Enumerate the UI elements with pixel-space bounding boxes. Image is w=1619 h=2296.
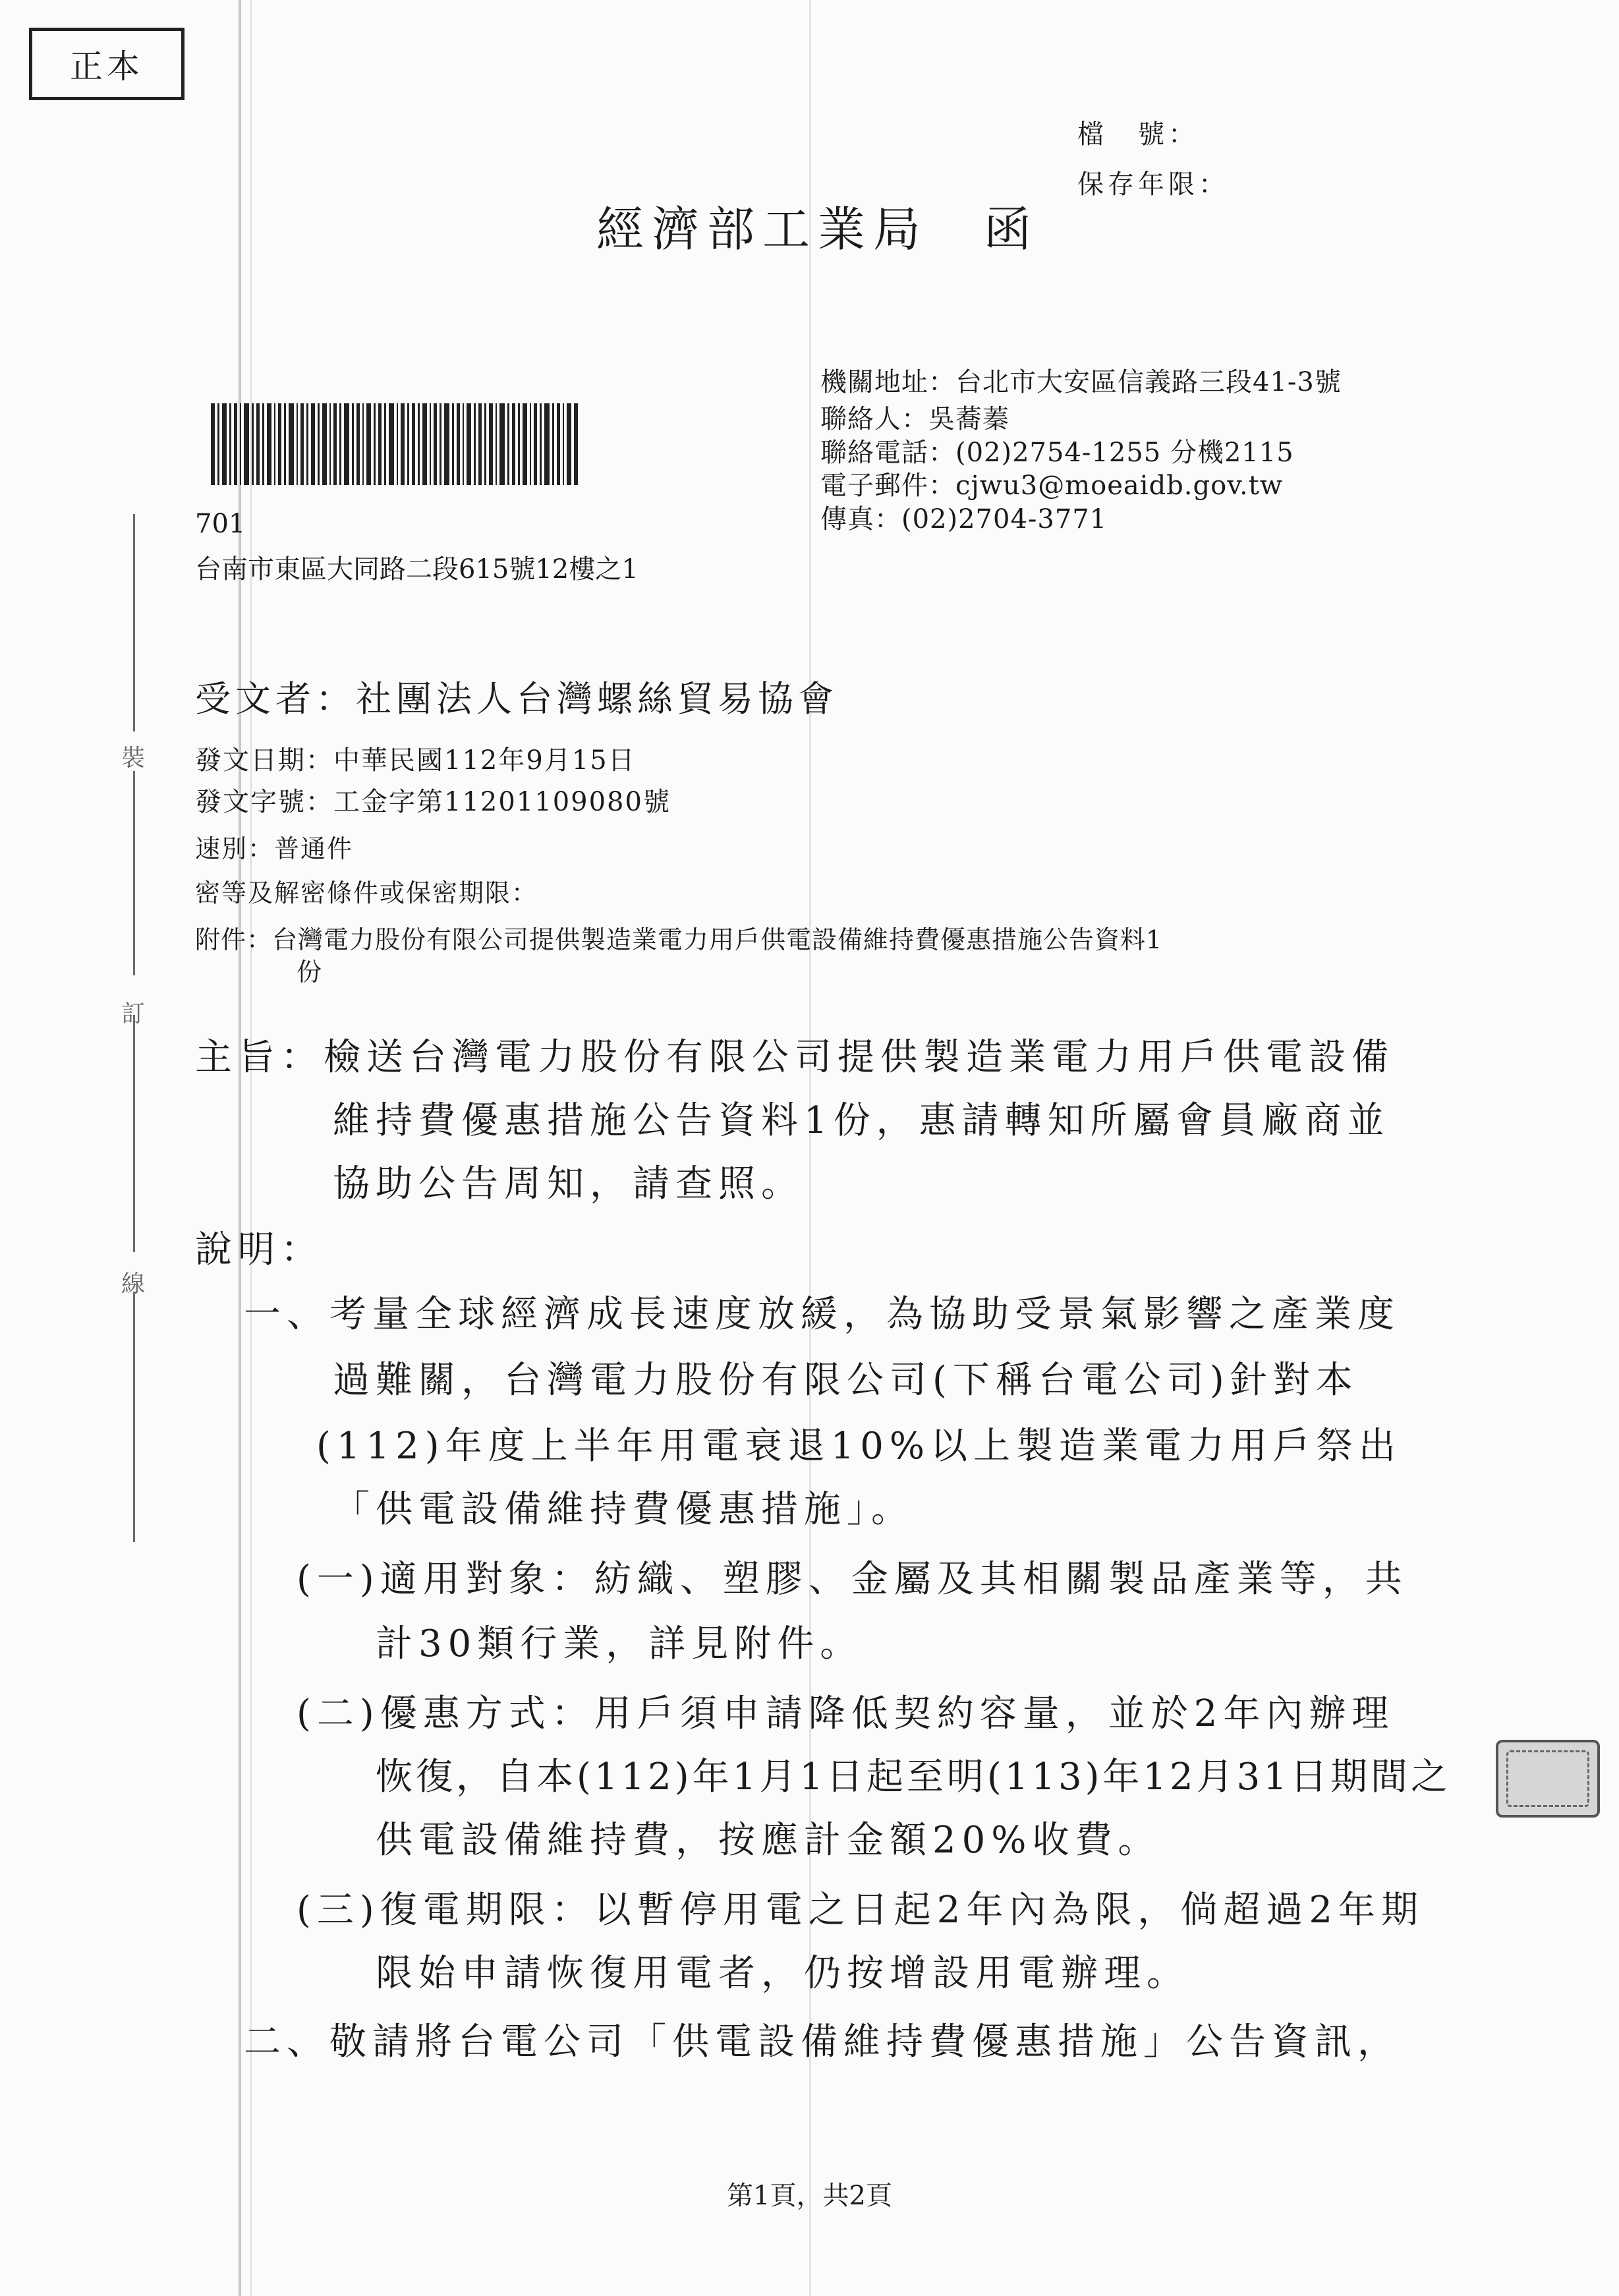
barcode — [211, 403, 580, 485]
attachment-line-2: 份 — [297, 958, 324, 987]
classification: 密等及解密條件或保密期限： — [195, 878, 538, 907]
agency-address: 機關地址：台北市大安區信義路三段41-3號 — [820, 367, 1342, 397]
original-copy-stamp — [29, 28, 185, 100]
binding-mark-xian: 線 — [121, 1271, 145, 1298]
scan-artifact-line — [250, 0, 252, 2296]
sub-item-2-line-2: 恢復，自本(112)年1月1日起至明(113)年12月31日期間之 — [376, 1756, 1451, 1798]
sub-item-2-line-3: 供電設備維持費，按應計金額20%收費。 — [376, 1819, 1161, 1862]
binding-line — [133, 1292, 135, 1542]
subject-line-2: 維持費優惠措施公告資料1份，惠請轉知所屬會員廠商並 — [333, 1099, 1390, 1142]
attachment-line-1: 附件：台灣電力股份有限公司提供製造業電力用戶供電設備維持費優惠措施公告資料1 — [195, 925, 1163, 954]
retention-period-label: 保存年限： — [1077, 169, 1229, 200]
scan-artifact-line — [239, 0, 241, 2296]
sub-item-2-line-1: (二)優惠方式：用戶須申請降低契約容量，並於2年內辦理 — [297, 1692, 1395, 1735]
sub-item-3-line-2: 限始申請恢復用電者，仍按增設用電辦理。 — [376, 1952, 1189, 1995]
contact-person: 聯絡人：吳蕎蓁 — [820, 404, 1009, 434]
sub-item-3-line-1: (三)復電期限：以暫停用電之日起2年內為限，倘超過2年期 — [297, 1889, 1424, 1932]
explanation-item-1-line-2: 過難關，台灣電力股份有限公司(下稱台電公司)針對本 — [333, 1359, 1359, 1402]
contact-phone: 聯絡電話：(02)2754-1255 分機2115 — [820, 438, 1294, 468]
explanation-heading: 說明： — [195, 1228, 324, 1271]
document-title: 經濟部工業局 函 — [596, 202, 1040, 257]
binding-mark-ding: 訂 — [121, 1000, 145, 1027]
page-number: 第1頁，共2頁 — [727, 2181, 892, 2211]
contact-fax: 傳真：(02)2704-3771 — [820, 504, 1108, 534]
received-seal — [1496, 1740, 1600, 1818]
binding-line — [133, 1015, 135, 1252]
binding-line — [133, 514, 135, 732]
binding-line — [133, 771, 135, 975]
binding-mark-zhuang: 裝 — [121, 745, 145, 772]
stamp-label: 正本 — [70, 47, 144, 86]
recipient-address: 台南市東區大同路二段615號12樓之1 — [195, 554, 639, 585]
explanation-item-1-line-4: 「供電設備維持費優惠措施」。 — [333, 1488, 914, 1531]
subject-line-1: 主旨：檢送台灣電力股份有限公司提供製造業電力用戶供電設備 — [195, 1036, 1394, 1079]
sub-item-1-line-2: 計30類行業，詳見附件。 — [376, 1622, 863, 1665]
document-number: 發文字號：工金字第11201109080號 — [195, 787, 671, 817]
explanation-item-1-line-3: (112)年度上半年用電衰退10%以上製造業電力用戶祭出 — [316, 1425, 1402, 1468]
file-number-label: 檔 號： — [1077, 119, 1199, 150]
sub-item-1-line-1: (一)適用對象：紡織、塑膠、金屬及其相關製品產業等，共 — [297, 1558, 1408, 1601]
explanation-item-2-line-1: 二、敬請將台電公司「供電設備維持費優惠措施」公告資訊， — [244, 2021, 1400, 2063]
explanation-item-1-line-1: 一、考量全球經濟成長速度放緩，為協助受景氣影響之產業度 — [244, 1293, 1400, 1336]
recipient: 受文者：社團法人台灣螺絲貿易協會 — [195, 678, 838, 720]
contact-email: 電子郵件：cjwu3@moeaidb.gov.tw — [820, 471, 1284, 501]
postal-code: 701 — [195, 509, 246, 539]
issue-date: 發文日期：中華民國112年9月15日 — [195, 745, 636, 776]
subject-line-3: 協助公告周知，請查照。 — [333, 1162, 804, 1205]
delivery-speed: 速別：普通件 — [195, 834, 354, 863]
